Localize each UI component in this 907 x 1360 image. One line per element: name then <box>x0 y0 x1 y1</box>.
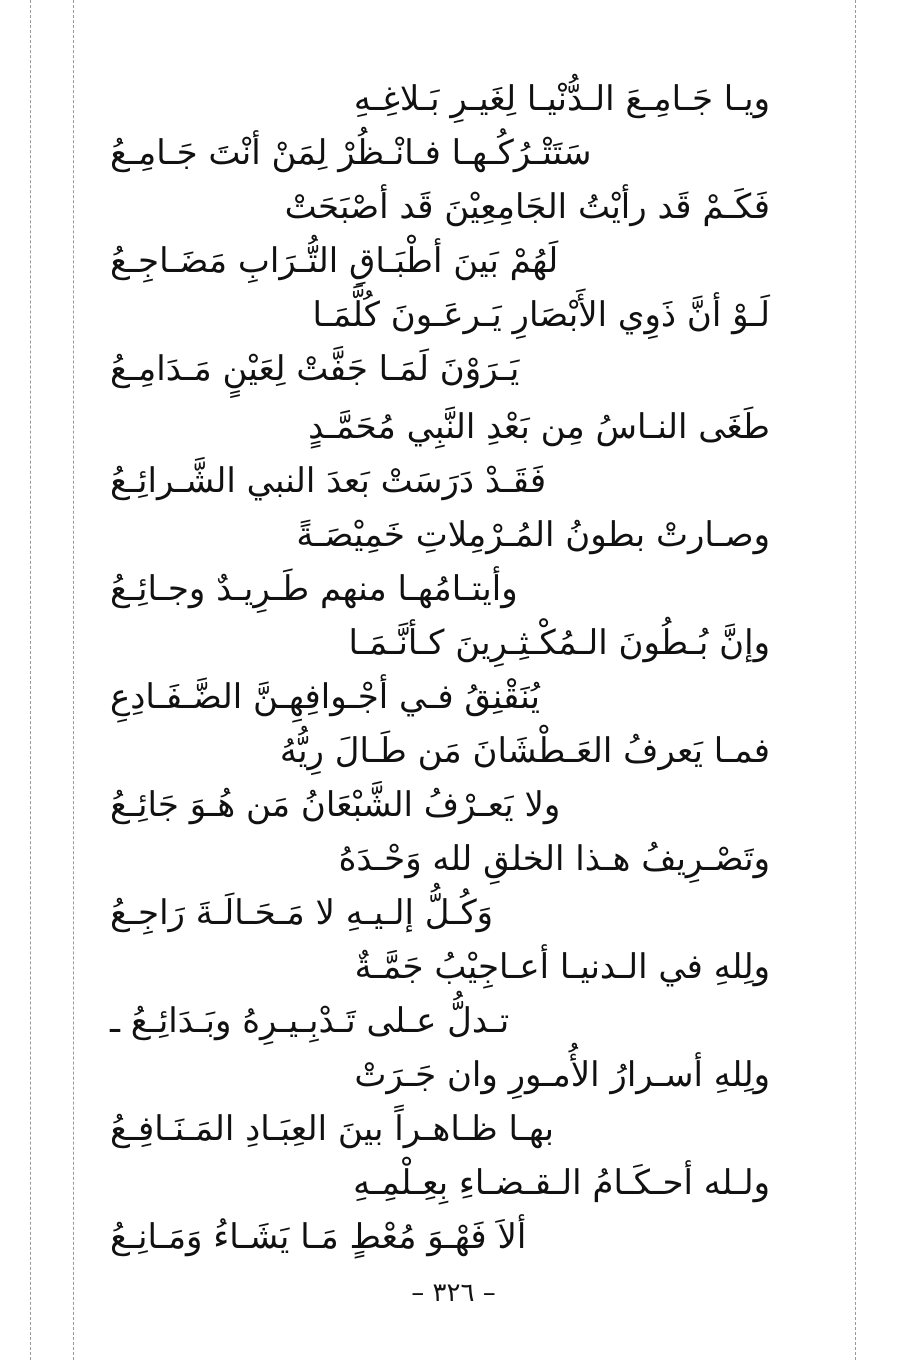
verse-8-first-hemistich: وتَصْـرِيفُ هـذا الخلقِ لله وَحْـدَهُ <box>338 839 770 879</box>
verse-11-first-hemistich: ولـله أحـكَـامُ الـقـضـاءِ بِعِـلْمِـهِ <box>353 1163 770 1203</box>
page-number: – ٣٢٦ – <box>411 1278 496 1308</box>
verse-9-second-hemistich: تـدلُّ عـلى تَـدْبِـيـرِهُ وبَـدَائِـعُ ـ <box>110 1001 510 1041</box>
verse-7-second-hemistich: ولا يَعـرْفُ الشَّبْعَانُ مَن هُـوَ جَائِـعُ <box>110 785 561 825</box>
verse-7-first-hemistich: فمـا يَعرفُ العَـطْشَانَ مَن طَـالَ رِيُّهُ <box>279 731 770 771</box>
verse-2-first-hemistich: فَكَـمْ قَد رأيْتُ الجَامِعِيْنَ قَد أصْبَحَتْ <box>284 187 770 227</box>
verse-11-second-hemistich: ألاَ فَهْـوَ مُعْطٍ مَـا يَشَـاءُ وَمَـانِـعُ <box>110 1217 527 1257</box>
scan-guide-line <box>73 0 74 1360</box>
scan-guide-line <box>30 0 31 1360</box>
verse-5-second-hemistich: وأيتـامُهـا منهم طَـرِيـدٌ وجـائِـعُ <box>110 569 518 609</box>
verse-10-second-hemistich: بهـا ظـاهـراً بينَ العِبَـادِ المَـنَـافِـعُ <box>110 1109 555 1149</box>
verse-3-second-hemistich: يَـرَوْنَ لَمَـا جَفَّتْ لِعَيْنٍ مَـدَامِـعُ <box>110 349 520 389</box>
verse-8-second-hemistich: وَكُـلُّ إلـيـهِ لا مَـحَـالَـةَ رَاجِـعُ <box>110 893 494 933</box>
verse-2-second-hemistich: لَهُمْ بَينَ أطْبَـاقِ التُّـرَابِ مَضَـاجِـعُ <box>110 241 559 281</box>
verse-9-first-hemistich: ولِلهِ في الـدنيـا أعـاجِيْبُ جَمَّـةٌ <box>354 947 770 987</box>
verse-5-first-hemistich: وصـارتْ بطونُ المُـرْمِلاتِ خَمِيْصَـةً <box>296 515 770 555</box>
verse-1-first-hemistich: ويـا جَـامِـعَ الـدُّنْيـا لِغَيـرِ بَـلاغِـهِ <box>353 79 770 119</box>
verse-6-second-hemistich: يُنَقْنِقُ فـي أجْـوافِهِـنَّ الضَّـفَـادِعِ <box>110 677 540 717</box>
verse-1-second-hemistich: سَتَتْـرُكُـهـا فـانْـظُرْ لِمَنْ أنْتَ جَـامِـعُ <box>110 133 592 173</box>
verse-4-first-hemistich: طَغَى النـاسُ مِن بَعْدِ النَّبِي مُحَمَّـدٍ <box>308 407 770 447</box>
scan-guide-line <box>855 0 856 1360</box>
verse-10-first-hemistich: ولِلهِ أسـرارُ الأُمـورِ وان جَـرَتْ <box>354 1055 770 1095</box>
verse-6-first-hemistich: وإنَّ بُـطُونَ الـمُكْـثِـرِينَ كـأنَّـمَـا <box>348 623 770 663</box>
verse-3-first-hemistich: لَـوْ أنَّ ذَوِي الأَبْصَارِ يَـرعَـونَ كُلَّمَـا <box>312 295 770 335</box>
verse-4-second-hemistich: فَقَـدْ دَرَسَتْ بَعدَ النبي الشَّـرائِـعُ <box>110 461 547 501</box>
